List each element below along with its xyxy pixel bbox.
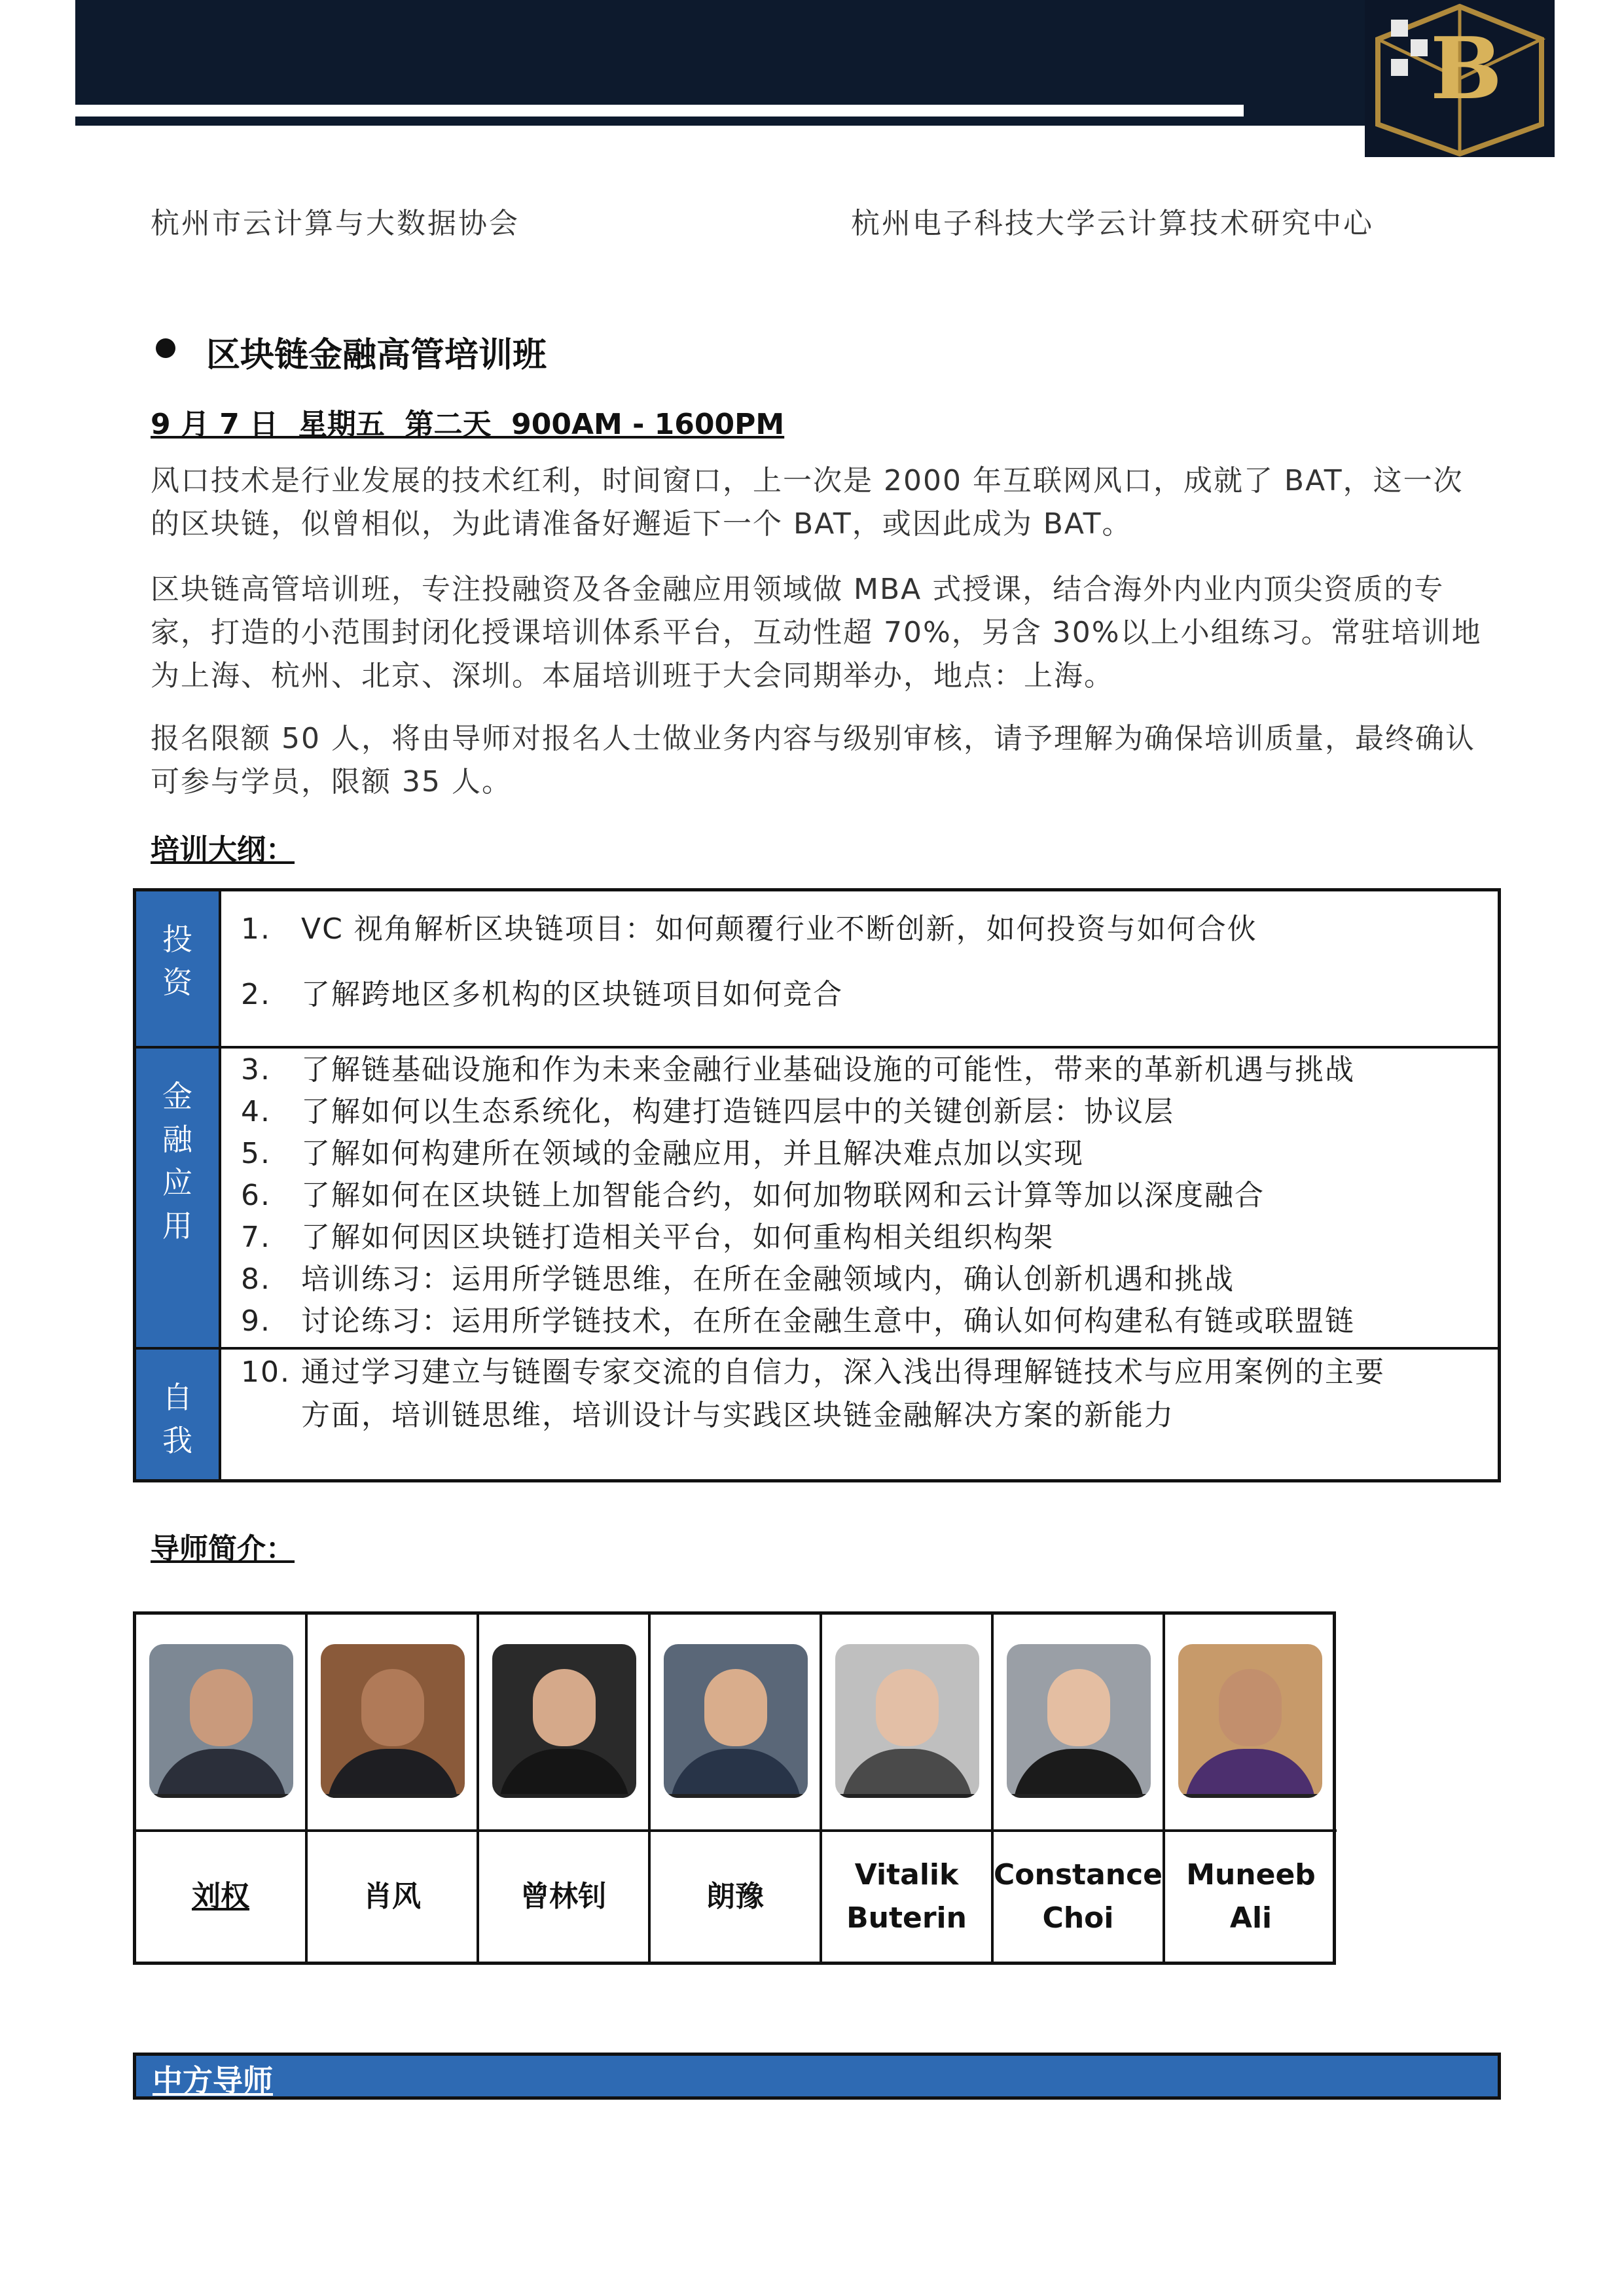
mentor-photo — [149, 1644, 293, 1798]
b-cube-logo-icon — [1365, 0, 1555, 157]
chinese-mentors-heading: 中方导师 — [153, 2063, 273, 2098]
mentor-photo-cell — [651, 1615, 820, 1832]
outline-item — [241, 1258, 1498, 1301]
item-number: 9. — [241, 1304, 271, 1338]
mentor-card — [479, 1615, 651, 1962]
outline-item — [241, 973, 1498, 1016]
item-number: 6. — [241, 1179, 271, 1212]
item-text: 了解链基础设施和作为未来金融行业基础设施的可能性，带来的革新机遇与挑战 — [301, 1053, 1355, 1086]
course-title: 区块链金融高管培训班 — [206, 336, 547, 375]
category-char: 资 — [162, 965, 192, 1000]
category-char: 自 — [162, 1380, 192, 1415]
mentor-name: Vitalik Buterin — [846, 1858, 967, 1935]
outline-group-investment — [136, 891, 1498, 1049]
item-text: 了解如何以生态系统化，构建打造链四层中的关键创新层：协议层 — [301, 1095, 1174, 1128]
outline-category — [136, 1350, 221, 1479]
category-char: 应 — [162, 1165, 192, 1200]
mentor-table — [133, 1611, 1336, 1965]
mentor-photo — [1007, 1644, 1151, 1798]
chinese-mentors-bar — [133, 2053, 1501, 2100]
item-number: 8. — [241, 1263, 271, 1296]
mentor-card — [822, 1615, 994, 1962]
category-char: 投 — [162, 922, 192, 957]
bullet-icon — [156, 338, 175, 358]
intro-paragraph-1: 风口技术是行业发展的技术红利，时间窗口，上一次是 2000 年互联网风口，成就了 BAT，这一次的区块链，似曾相似，为此请准备好邂逅下一个 BAT，或因此成为 BAT。 — [151, 464, 1464, 541]
item-text: 培训练习：运用所学链思维，在所在金融领域内，确认创新机遇和挑战 — [301, 1263, 1235, 1296]
header-band — [75, 0, 1371, 105]
mentor-heading: 导师简介： — [151, 1532, 295, 1566]
outline-heading: 培训大纲： — [151, 833, 295, 867]
outline-group-self — [136, 1350, 1498, 1479]
header-stripe — [75, 117, 1371, 126]
mentor-photo — [1178, 1644, 1322, 1798]
item-text: 讨论练习：运用所学链技术，在所在金融生意中，确认如何构建私有链或联盟链 — [301, 1304, 1355, 1338]
category-char: 融 — [162, 1122, 192, 1157]
mentor-photo-cell — [479, 1615, 648, 1832]
category-char: 金 — [162, 1079, 192, 1114]
mentor-photo-cell — [822, 1615, 991, 1832]
mentor-photo — [835, 1644, 979, 1798]
item-number: 4. — [241, 1095, 271, 1128]
outline-category — [136, 891, 221, 1046]
mentor-photo-cell — [994, 1615, 1163, 1832]
mentor-photo — [664, 1644, 808, 1798]
outline-item — [241, 1300, 1498, 1343]
item-number: 5. — [241, 1137, 271, 1170]
header-stripe-join — [1244, 105, 1371, 117]
outline-group-finance — [136, 1049, 1498, 1350]
course-date-line: 9 月 7 日 星期五 第二天 900AM - 1600PM — [151, 408, 785, 441]
outline-item — [241, 1132, 1498, 1175]
org-name-right: 杭州电子科技大学云计算技术研究中心 — [851, 207, 1374, 240]
item-number: 1. — [241, 912, 271, 946]
item-text: VC 视角解析区块链项目：如何颠覆行业不断创新，如何投资与如何合伙 — [301, 912, 1257, 946]
outline-table — [133, 888, 1501, 1482]
item-text-continued: 方面，培训链思维，培训设计与实践区块链金融解决方案的新能力 — [301, 1399, 1174, 1432]
outline-category — [136, 1049, 221, 1347]
mentor-name: Muneeb Ali — [1186, 1858, 1316, 1935]
item-number: 2. — [241, 978, 271, 1011]
category-char: 我 — [162, 1423, 192, 1458]
mentor-photo-cell — [1165, 1615, 1337, 1832]
category-char: 用 — [162, 1208, 192, 1244]
item-text: 了解如何因区块链打造相关平台，如何重构相关组织构架 — [301, 1221, 1054, 1254]
item-text: 通过学习建立与链圈专家交流的自信力，深入浅出得理解链技术与应用案例的主要 — [301, 1355, 1385, 1389]
item-number: 3. — [241, 1053, 271, 1086]
outline-item — [241, 908, 1498, 951]
mentor-card — [1165, 1615, 1337, 1962]
mentor-name: 肖风 — [363, 1880, 421, 1913]
outline-item — [241, 1216, 1498, 1259]
mentor-name: 朗豫 — [706, 1880, 764, 1913]
mentor-photo-cell — [136, 1615, 305, 1832]
outline-item — [241, 1174, 1498, 1217]
outline-item — [241, 1090, 1498, 1134]
mentor-name: 刘权 — [192, 1880, 249, 1913]
mentor-photo-cell — [308, 1615, 477, 1832]
org-name-left: 杭州市云计算与大数据协会 — [151, 207, 520, 240]
item-number: 7. — [241, 1221, 271, 1254]
mentor-name: 曾林钊 — [520, 1880, 607, 1913]
intro-paragraph-3: 报名限额 50 人，将由导师对报名人士做业务内容与级别审核，请予理解为确保培训质量，最终确认可参与学员，限额 35 人。 — [151, 722, 1475, 798]
mentor-card — [994, 1615, 1165, 1962]
outline-item — [241, 1351, 1498, 1437]
item-number: 10. — [241, 1355, 291, 1389]
mentor-photo — [492, 1644, 636, 1798]
mentor-photo — [321, 1644, 465, 1798]
item-text: 了解如何在区块链上加智能合约，如何加物联网和云计算等加以深度融合 — [301, 1179, 1265, 1212]
item-text: 了解跨地区多机构的区块链项目如何竞合 — [301, 978, 843, 1011]
mentor-card — [308, 1615, 479, 1962]
intro-paragraph-2: 区块链高管培训班，专注投融资及各金融应用领域做 MBA 式授课，结合海外内业内顶尖资质的专家，打造的小范围封闭化授课培训体系平台，互动性超 70%，另含 30%以上小组练习。常驻培训地为上海、杭州、北京、深圳。本届培训班于大会同期举办，地点：上海。 — [151, 573, 1482, 692]
mentor-name: Constance Choi — [994, 1858, 1163, 1935]
outline-item — [241, 1049, 1498, 1092]
mentor-card — [136, 1615, 308, 1962]
mentor-card — [651, 1615, 822, 1962]
svg-text:B: B — [1430, 18, 1502, 118]
item-text: 了解如何构建所在领域的金融应用，并且解决难点加以实现 — [301, 1137, 1084, 1170]
